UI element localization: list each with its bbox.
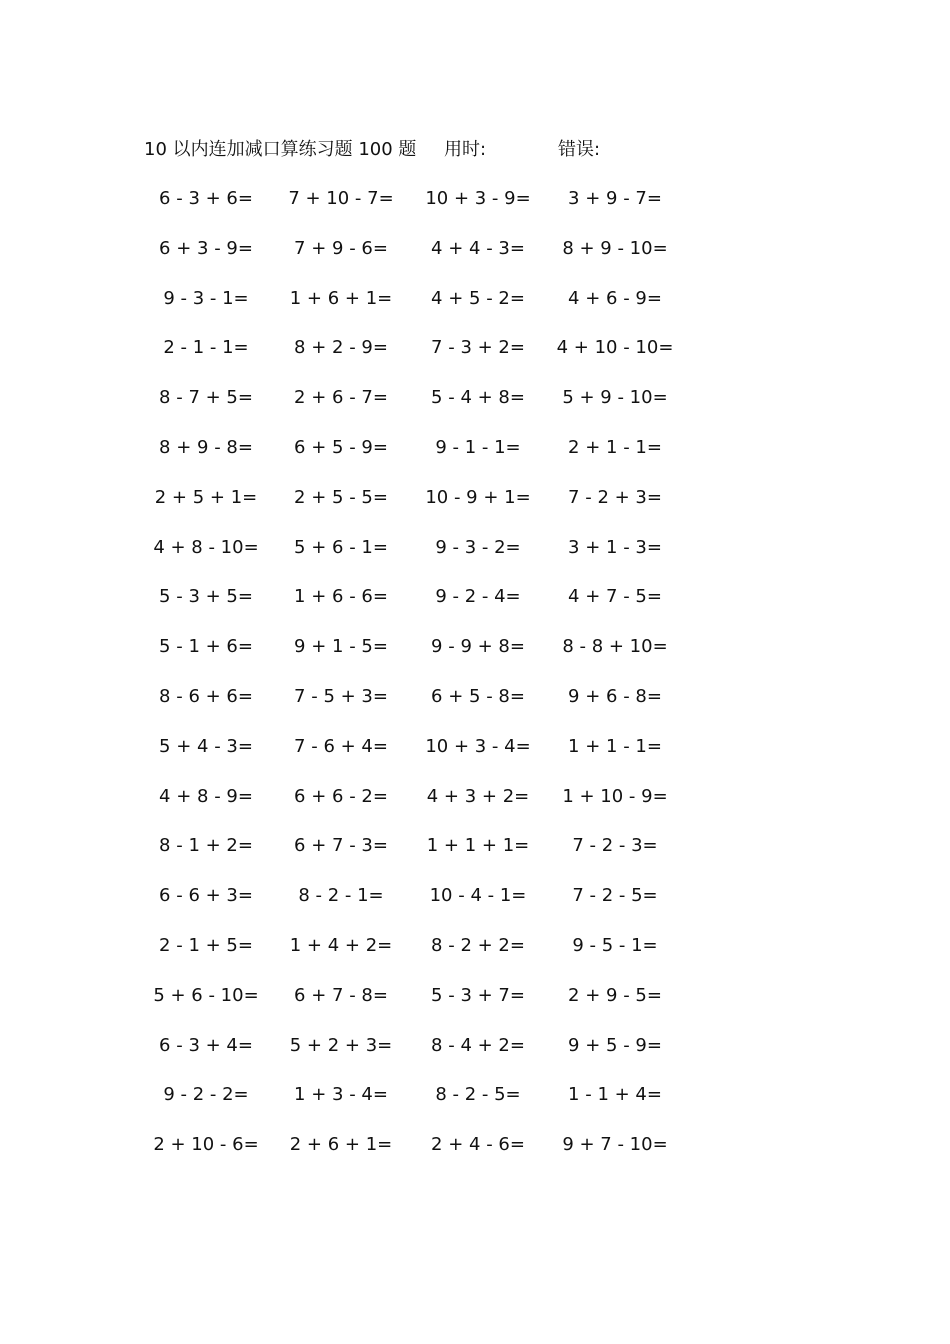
problem-item: 8 - 2 + 2= <box>431 934 525 956</box>
problem-item: 10 - 4 - 1= <box>429 885 527 907</box>
problem-item: 7 - 6 + 4= <box>294 735 388 757</box>
error-count-label: 错误: <box>558 139 601 160</box>
problem-row <box>140 772 700 822</box>
problem-item: 6 - 6 + 3= <box>159 885 253 907</box>
problem-item: 6 - 3 + 6= <box>159 188 253 209</box>
problem-item: 7 + 10 - 7= <box>288 188 394 209</box>
problem-item: 1 + 1 - 1= <box>568 735 662 757</box>
problem-row <box>140 821 700 871</box>
problem-item: 1 + 10 - 9= <box>562 785 668 807</box>
problem-item: 6 + 3 - 9= <box>159 237 253 259</box>
problem-row <box>140 622 700 672</box>
worksheet-header <box>144 136 844 164</box>
problem-item: 9 - 3 - 2= <box>435 536 521 558</box>
problem-row <box>140 921 700 971</box>
problem-item: 5 + 4 - 3= <box>159 735 253 757</box>
problem-item: 9 - 9 + 8= <box>431 636 525 658</box>
problem-item: 1 + 6 + 1= <box>289 287 393 309</box>
problem-item: 1 - 1 + 4= <box>568 1084 662 1106</box>
problem-item: 9 - 2 - 4= <box>435 586 521 608</box>
problem-item: 1 + 4 + 2= <box>289 934 393 956</box>
problem-item: 2 + 9 - 5= <box>568 984 662 1006</box>
problem-item: 5 - 4 + 8= <box>431 387 525 409</box>
problem-item: 5 - 3 + 5= <box>159 586 253 608</box>
problem-item: 7 - 5 + 3= <box>294 685 388 707</box>
problem-row <box>140 224 700 274</box>
problem-row <box>140 1120 700 1170</box>
problem-item: 7 - 2 + 3= <box>568 486 662 508</box>
problem-item: 5 - 3 + 7= <box>431 984 525 1006</box>
problem-item: 10 + 3 - 4= <box>425 735 531 757</box>
problem-item: 2 - 1 - 1= <box>163 337 249 359</box>
problem-grid <box>140 174 700 1170</box>
problem-item: 5 + 6 - 10= <box>153 984 259 1006</box>
worksheet-title: 10 以内连加减口算练习题 100 题 <box>144 139 417 160</box>
problem-item: 9 - 2 - 2= <box>163 1084 249 1106</box>
problem-item: 5 + 6 - 1= <box>294 536 388 558</box>
problem-item: 5 - 1 + 6= <box>159 636 253 658</box>
problem-item: 8 + 9 - 10= <box>562 237 668 259</box>
problem-item: 6 + 7 - 8= <box>294 984 388 1006</box>
problem-row <box>140 1021 700 1071</box>
problem-item: 4 + 8 - 9= <box>159 785 253 807</box>
problem-item: 10 - 9 + 1= <box>425 486 531 508</box>
problem-item: 7 - 3 + 2= <box>431 337 525 359</box>
time-used-label: 用时: <box>444 139 487 160</box>
problem-item: 2 + 6 - 7= <box>294 387 388 409</box>
problem-row <box>140 174 700 224</box>
problem-item: 4 + 6 - 9= <box>568 287 662 309</box>
problem-item: 9 + 6 - 8= <box>568 685 662 707</box>
problem-item: 2 + 10 - 6= <box>153 1134 259 1156</box>
problem-item: 6 + 5 - 9= <box>294 436 388 458</box>
problem-item: 9 - 3 - 1= <box>163 287 249 309</box>
problem-item: 5 + 9 - 10= <box>562 387 668 409</box>
problem-item: 9 - 5 - 1= <box>572 934 658 956</box>
problem-item: 8 - 8 + 10= <box>562 636 668 658</box>
problem-item: 2 + 5 - 5= <box>294 486 388 508</box>
problem-row <box>140 722 700 772</box>
problem-item: 2 + 4 - 6= <box>431 1134 525 1156</box>
problem-item: 6 - 3 + 4= <box>159 1034 253 1056</box>
problem-row <box>140 473 700 523</box>
problem-item: 2 + 6 + 1= <box>289 1134 393 1156</box>
problem-row <box>140 423 700 473</box>
problem-item: 6 + 5 - 8= <box>431 685 525 707</box>
problem-item: 9 + 5 - 9= <box>568 1034 662 1056</box>
problem-item: 9 - 1 - 1= <box>435 436 521 458</box>
problem-item: 2 + 1 - 1= <box>568 436 662 458</box>
problem-item: 8 - 6 + 6= <box>159 685 253 707</box>
problem-item: 1 + 3 - 4= <box>294 1084 388 1106</box>
problem-item: 4 + 7 - 5= <box>568 586 662 608</box>
problem-item: 3 + 1 - 3= <box>568 536 662 558</box>
problem-item: 6 + 6 - 2= <box>294 785 388 807</box>
problem-item: 3 + 9 - 7= <box>568 188 662 209</box>
problem-item: 2 - 1 + 5= <box>159 934 253 956</box>
problem-item: 7 - 2 - 5= <box>572 885 658 907</box>
problem-row <box>140 274 700 324</box>
problem-item: 7 - 2 - 3= <box>572 835 658 857</box>
problem-item: 1 + 6 - 6= <box>294 586 388 608</box>
problem-row <box>140 572 700 622</box>
problem-item: 8 - 2 - 5= <box>435 1084 521 1106</box>
problem-item: 9 + 1 - 5= <box>294 636 388 658</box>
problem-item: 7 + 9 - 6= <box>294 237 388 259</box>
problem-row <box>140 871 700 921</box>
problem-item: 8 + 9 - 8= <box>159 436 253 458</box>
problem-row <box>140 672 700 722</box>
problem-item: 4 + 5 - 2= <box>431 287 525 309</box>
problem-item: 10 + 3 - 9= <box>425 188 531 209</box>
problem-item: 4 + 8 - 10= <box>153 536 259 558</box>
problem-item: 8 - 2 - 1= <box>298 885 384 907</box>
problem-item: 9 + 7 - 10= <box>562 1134 668 1156</box>
problem-item: 4 + 3 + 2= <box>426 785 530 807</box>
problem-item: 5 + 2 + 3= <box>289 1034 393 1056</box>
problem-row <box>140 373 700 423</box>
problem-item: 6 + 7 - 3= <box>294 835 388 857</box>
problem-item: 8 - 1 + 2= <box>159 835 253 857</box>
problem-item: 8 - 7 + 5= <box>159 387 253 409</box>
problem-row <box>140 1070 700 1120</box>
problem-item: 4 + 4 - 3= <box>431 237 525 259</box>
problem-row <box>140 323 700 373</box>
problem-row <box>140 971 700 1021</box>
problem-item: 4 + 10 - 10= <box>556 337 674 359</box>
problem-item: 8 + 2 - 9= <box>294 337 388 359</box>
problem-item: 2 + 5 + 1= <box>154 486 258 508</box>
problem-item: 1 + 1 + 1= <box>426 835 530 857</box>
problem-row <box>140 523 700 573</box>
problem-item: 8 - 4 + 2= <box>431 1034 525 1056</box>
